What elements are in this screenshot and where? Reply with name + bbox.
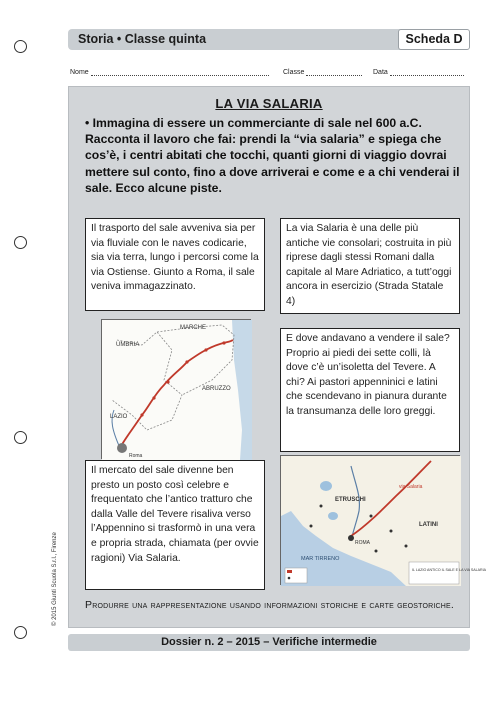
market-text: Il mercato del sale divenne ben presto un posto così celebre e frequentato che l’antico tratturo che dalla Valle del Tevere risaliva verso l’Appennino si trasformò in una vera e propria strada, chiamata (per ovvie ragioni) Via Salaria. [91, 465, 259, 564]
sheet-label: Scheda D [398, 29, 470, 50]
rome-marker [348, 535, 354, 541]
map-via-salaria-route [101, 319, 251, 459]
where-text: E dove andavano a vendere il sale? Proprio ai piedi dei sette colli, là dove c’è un’isoletta del Tevere. A chi? Ai pastori appenninici e latini che scendevano in pianura durante la transumanza delle loro greggi. [286, 333, 450, 417]
worksheet-panel [68, 86, 487, 628]
label-roma: ROMA [355, 540, 370, 546]
label-sea: MAR TIRRENO [301, 556, 340, 562]
map-inset-title-box [409, 562, 459, 584]
header-bar [68, 29, 470, 50]
subject-label: Storia • Classe quinta [78, 32, 207, 46]
name-field[interactable] [70, 69, 269, 76]
date-label: Data [373, 69, 388, 76]
label-marche: MARCHE [180, 325, 207, 331]
label-etruschi: ETRUSCHI [335, 497, 366, 503]
transport-text: Il trasporto del sale avveniva sia per via fluviale con le naves codicarie, sia via terra, lungo i percorsi come la via Ostiense. Giunto a Roma, il sale veniva immagazzinato. [91, 223, 259, 293]
text-box-where [280, 328, 460, 452]
label-roma: Roma [129, 453, 143, 459]
binder-hole [14, 236, 27, 249]
label-lazio: LAZIO [110, 414, 128, 420]
date-field[interactable] [373, 69, 464, 76]
copyright-text: © 2015 Giunti Scuola S.r.l., Firenze [52, 532, 58, 626]
class-field[interactable] [283, 69, 362, 76]
text-box-market [85, 460, 265, 590]
lake [320, 481, 332, 491]
text-box-salaria [280, 218, 460, 314]
class-label: Classe [283, 69, 305, 76]
label-via-salaria: via Salaria [399, 484, 423, 490]
page-title: LA VIA SALARIA [215, 96, 323, 111]
label-latini: LATINI [419, 522, 438, 528]
name-label: Nome [70, 69, 89, 76]
task-text: Produrre una rappresentazione usando informazioni storiche e carte geostoriche. [85, 599, 455, 611]
label-umbria: UMBRIA [116, 342, 140, 348]
binder-hole [14, 626, 27, 639]
binder-hole [14, 40, 27, 53]
binder-hole [14, 431, 27, 444]
text-box-transport [85, 218, 265, 311]
rome-marker [117, 443, 127, 453]
map-inset-title: IL LAZIO ANTICO IL SALE E LA VIA SALARIA [412, 568, 487, 572]
footer-bar: Dossier n. 2 – 2015 – Verifiche intermedie [68, 634, 470, 651]
salaria-text: La via Salaria è una delle più antiche vie consolari; costruita in più riprese dagli stessi Romani dalla capitale al Mare Adriatico, a tutt’oggi ancora in esercizio (Strada Statale 4) [286, 223, 452, 307]
map-ancient-lazio [280, 455, 487, 585]
intro-text: • Immagina di essere un commerciante di sale nel 600 a.C. Racconta il lavoro che fai: prendi la “via salaria” e spiega che cos’è, i centri abitati che tocchi, quanti giorni di viaggio dovrai mettere sul conto, fino a dove arriverai e come e a chi venderai il sale. Ecco alcune piste. [85, 116, 460, 195]
lake [328, 512, 338, 520]
label-abruzzo: ABRUZZO [202, 386, 231, 392]
